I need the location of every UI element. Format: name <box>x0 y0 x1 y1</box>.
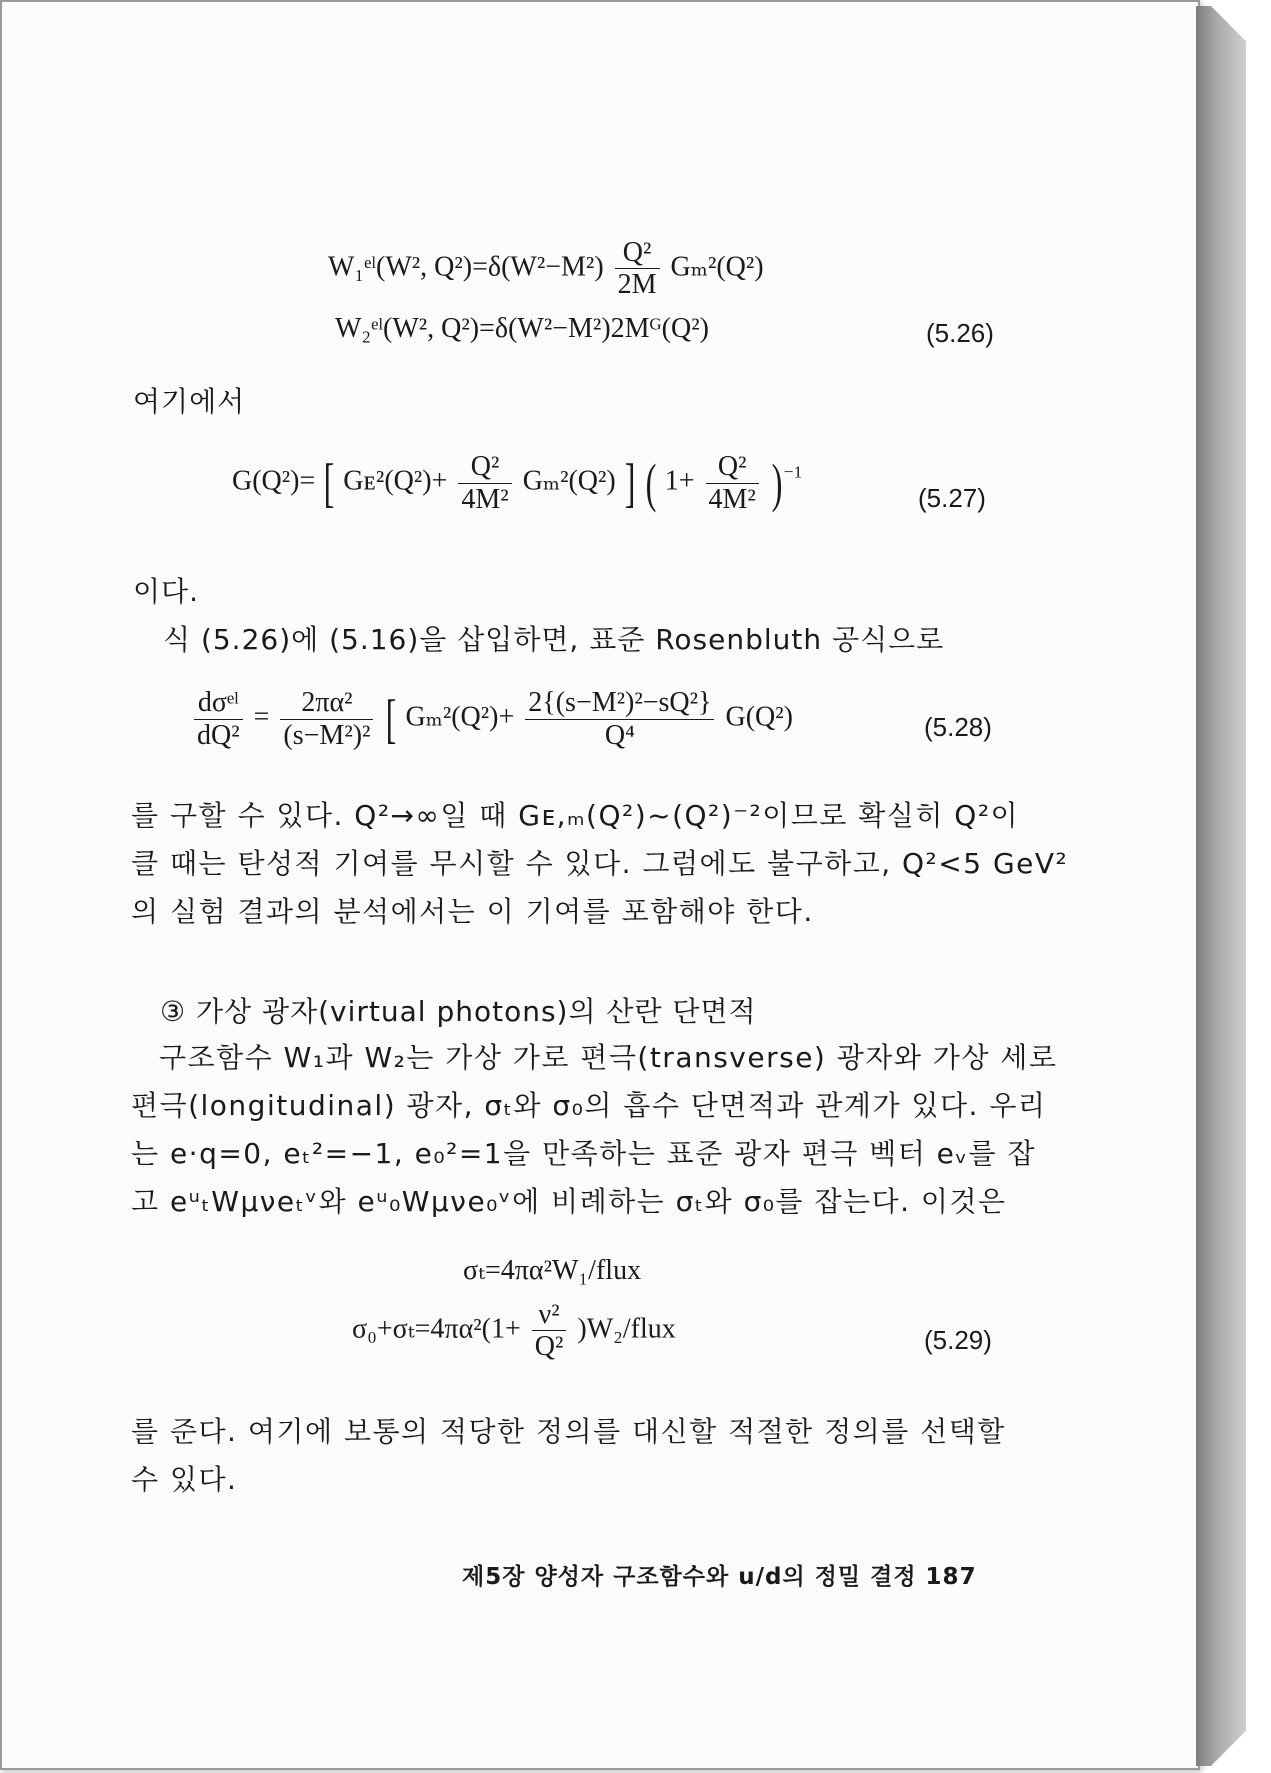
left-bracket: [ <box>323 453 335 513</box>
right-bracket: ] <box>624 453 636 513</box>
eq526-fraction <box>615 238 660 300</box>
eq526-line1: W₁ᵉˡ(W², Q²)=δ(W²−M²) <box>328 251 604 283</box>
equation-number-5-29: (5.29) <box>924 1325 992 1355</box>
eq527-frac1-numerator: Q² <box>458 452 511 483</box>
equation-number-5-28: (5.28) <box>924 712 992 742</box>
para3-line-1: 를 준다. 여기에 보통의 적당한 정의를 대신할 적절한 정의를 선택할 <box>131 1415 1006 1448</box>
eq528-part2: G(Q²) <box>725 701 793 733</box>
eq527-lhs: G(Q²)= <box>232 465 316 497</box>
equals-sign: = <box>253 701 270 733</box>
eq529-fraction <box>532 1300 567 1362</box>
text-here: 여기에서 <box>133 385 246 418</box>
para1-line-3: 의 실험 결과의 분석에서는 이 기여를 포함해야 한다. <box>131 895 814 928</box>
section-heading-virtual-photons: ③ 가상 광자(virtual photons)의 산란 단면적 <box>160 995 757 1028</box>
eq528-fraction-1 <box>280 688 373 750</box>
equation-5-29-line-1: σₜ=4πα²W₁/flux <box>463 1255 642 1286</box>
right-paren: ) <box>771 453 783 513</box>
text-ida: 이다. <box>133 575 199 608</box>
para2-line-1: 구조함수 W₁과 W₂는 가상 가로 편극(transverse) 광자와 가상 세로 <box>159 1041 1058 1074</box>
eq527-fraction-2 <box>706 452 759 514</box>
eq528-lhs-denominator: dQ² <box>197 719 240 751</box>
eq527-fraction-1 <box>458 452 511 514</box>
equation-5-27 <box>232 452 802 514</box>
para2-line-2: 편극(longitudinal) 광자, σₜ와 σ₀의 흡수 단면적과 관계가 있다. 우리 <box>131 1089 1047 1122</box>
para3-line-2: 수 있다. <box>131 1463 238 1496</box>
page-footer: 제5장 양성자 구조함수와 u/d의 정밀 결정 187 <box>462 1564 977 1590</box>
para1-line-2: 클 때는 탄성적 기여를 무시할 수 있다. 그럼에도 불구하고, Q²<5 GeV² <box>131 847 1069 880</box>
eq528-frac1-numerator: 2πα² <box>280 688 373 719</box>
eq528-fraction-2 <box>525 688 714 750</box>
eq528-frac2-numerator: 2{(s−M²)²−sQ²} <box>525 688 714 719</box>
equation-5-29-line-2 <box>352 1300 676 1362</box>
eq528-lhs-fraction <box>194 688 243 750</box>
text-insert-sentence: 식 (5.26)에 (5.16)을 삽입하면, 표준 Rosenbluth 공식으로 <box>163 623 945 656</box>
paragraph-2 <box>131 1034 1057 1226</box>
eq529-frac-denominator: Q² <box>534 1331 564 1363</box>
left-bracket: [ <box>386 689 397 749</box>
paragraph-3 <box>131 1408 1006 1504</box>
paragraph-1 <box>131 792 1068 936</box>
para2-line-4: 고 eᵘₜWμνeₜᵛ와 eᵘ₀Wμνe₀ᵛ에 비례하는 σₜ와 σ₀를 잡는다. 이것은 <box>131 1185 1007 1218</box>
eq528-frac1-denominator: (s−M²)² <box>283 719 371 751</box>
eq526-line2: W₂ᵉˡ(W², Q²)=δ(W²−M²)2Mᴳ(Q²) <box>335 313 709 344</box>
eq527-frac1-denominator: 4M² <box>461 483 509 515</box>
page-stack-edge <box>1196 6 1246 1766</box>
equation-number-5-27: (5.27) <box>918 483 986 513</box>
eq527-exponent: −1 <box>783 462 803 482</box>
eq527-frac2-denominator: 4M² <box>708 483 756 515</box>
eq526-frac-numerator: Q² <box>615 238 660 269</box>
eq526-frac-denominator: 2M <box>617 269 657 301</box>
eq527-part3: 1+ <box>664 465 695 497</box>
para1-line-1: 를 구할 수 있다. Q²→∞일 때 Gᴇ,ₘ(Q²)~(Q²)⁻²이므로 확실히 Q²이 <box>131 799 1020 832</box>
eq527-part2: Gₘ²(Q²) <box>522 465 616 497</box>
equation-number-5-26: (5.26) <box>926 318 994 348</box>
eq526-line1-tail: Gₘ²(Q²) <box>670 251 764 283</box>
eq529-line2-b: )W₂/flux <box>577 1313 676 1345</box>
equation-5-26-line-2 <box>335 313 709 345</box>
eq528-frac2-denominator: Q⁴ <box>604 719 635 751</box>
eq527-part1: Gᴇ²(Q²)+ <box>343 465 448 497</box>
eq528-lhs-numerator: dσᵉˡ <box>194 688 243 719</box>
eq527-frac2-numerator: Q² <box>706 452 759 483</box>
eq529-line2-a: σ₀+σₜ=4πα²(1+ <box>352 1313 521 1345</box>
equation-5-28 <box>190 688 793 750</box>
left-paren: ( <box>645 453 657 513</box>
equation-5-26-line-1 <box>328 238 764 300</box>
para2-line-3: 는 e·q=0, eₜ²=−1, e₀²=1을 만족하는 표준 광자 편극 벡터 eᵥ를 잡 <box>131 1137 1037 1170</box>
eq529-frac-numerator: ν² <box>532 1300 567 1331</box>
eq528-part1: Gₘ²(Q²)+ <box>405 701 515 733</box>
